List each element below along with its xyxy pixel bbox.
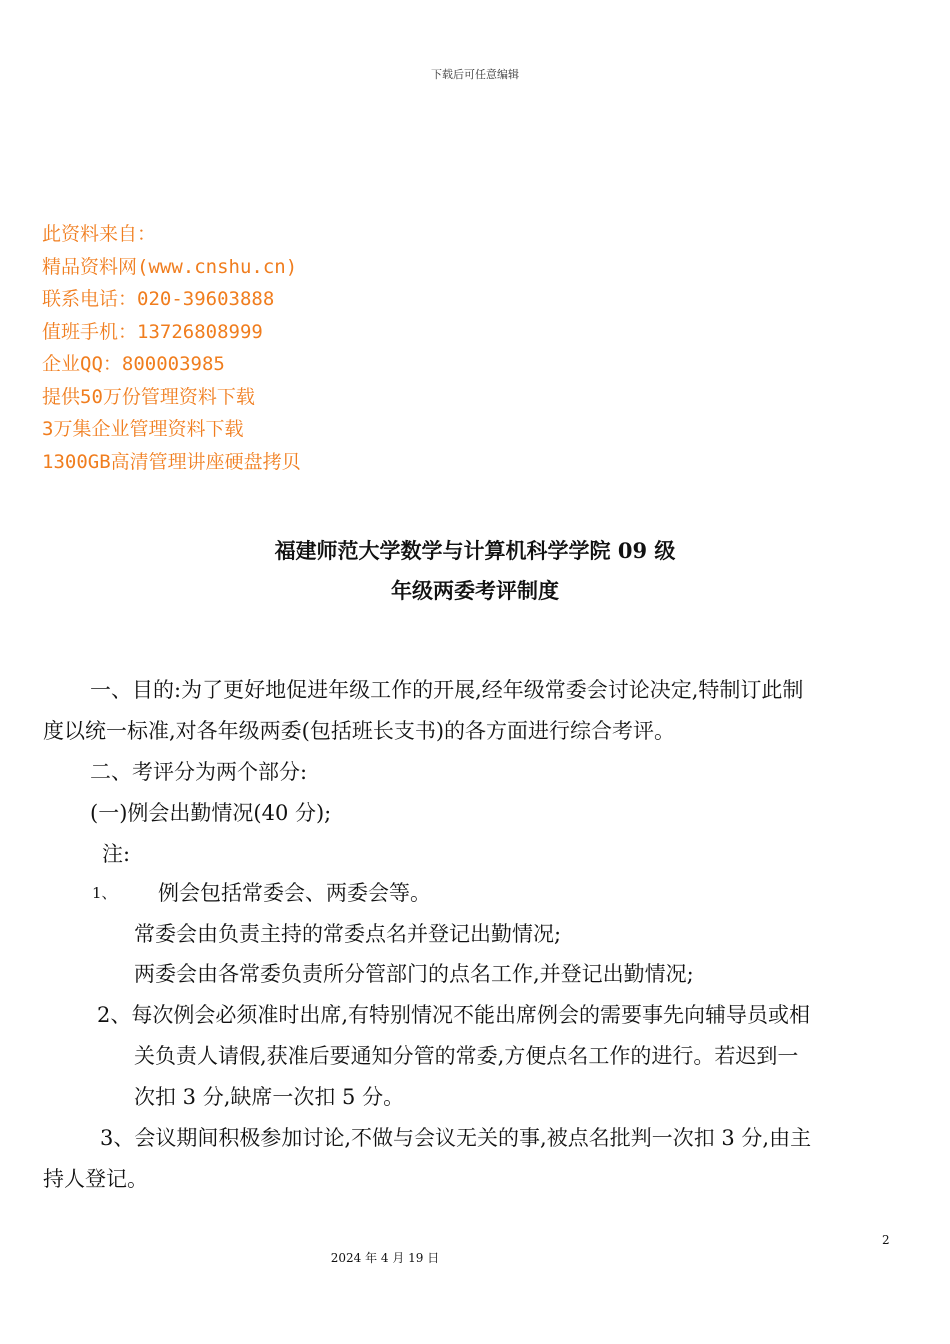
- paragraph-purpose-line1: 一、目的:为了更好地促进年级工作的开展,经年级常委会讨论决定,特制订此制: [90, 678, 804, 702]
- promo-line: 联系电话：020-39603888: [42, 288, 275, 310]
- document-title: 福建师范大学数学与计算机科学学院 09 级: [274, 538, 676, 563]
- section-attendance-heading: (一)例会出勤情况(40 分);: [90, 801, 332, 825]
- item3-line1: 3、会议期间积极参加讨论,不做与会议无关的事,被点名批判一次扣 3 分,由主: [100, 1126, 812, 1150]
- promo-line: 值班手机：13726808999: [42, 320, 263, 343]
- item1-text: 例会包括常委会、两委会等。: [158, 881, 431, 905]
- page-number: 2: [882, 1233, 890, 1247]
- promo-line: 提供50万份管理资料下载: [42, 385, 255, 408]
- promo-line: 精品资料网(www.cnshu.cn): [42, 255, 298, 278]
- document-subtitle: 年级两委考评制度: [391, 578, 559, 603]
- promo-block: [42, 218, 301, 478]
- item2-line2: 关负责人请假,获准后要通知分管的常委,方便点名工作的进行。若迟到一: [134, 1044, 799, 1068]
- promo-line: 1300GB高清管理讲座硬盘拷贝: [42, 450, 301, 473]
- item2-line3: 次扣 3 分,缺席一次扣 5 分。: [134, 1085, 405, 1109]
- paragraph-parts: 二、考评分为两个部分:: [90, 760, 308, 784]
- item3-line2: 持人登记。: [43, 1167, 148, 1191]
- item1-line2: 常委会由负责主持的常委点名并登记出勤情况;: [134, 922, 562, 946]
- promo-line: 此资料来自：: [42, 223, 157, 245]
- item1-number: 1、: [92, 884, 117, 902]
- promo-line: 3万集企业管理资料下载: [42, 418, 244, 440]
- header-note: 下载后可任意编辑: [431, 68, 519, 81]
- footer-date: 2024 年 4 月 19 日: [330, 1251, 440, 1265]
- note-label: 注:: [102, 842, 131, 866]
- item1-line3: 两委会由各常委负责所分管部门的点名工作,并登记出勤情况;: [134, 962, 694, 986]
- item2-line1: 2、每次例会必须准时出席,有特别情况不能出席例会的需要事先向辅导员或相: [97, 1003, 811, 1027]
- promo-line: 企业QQ：800003985: [42, 353, 225, 375]
- paragraph-purpose-line2: 度以统一标准,对各年级两委(包括班长支书)的各方面进行综合考评。: [43, 719, 676, 743]
